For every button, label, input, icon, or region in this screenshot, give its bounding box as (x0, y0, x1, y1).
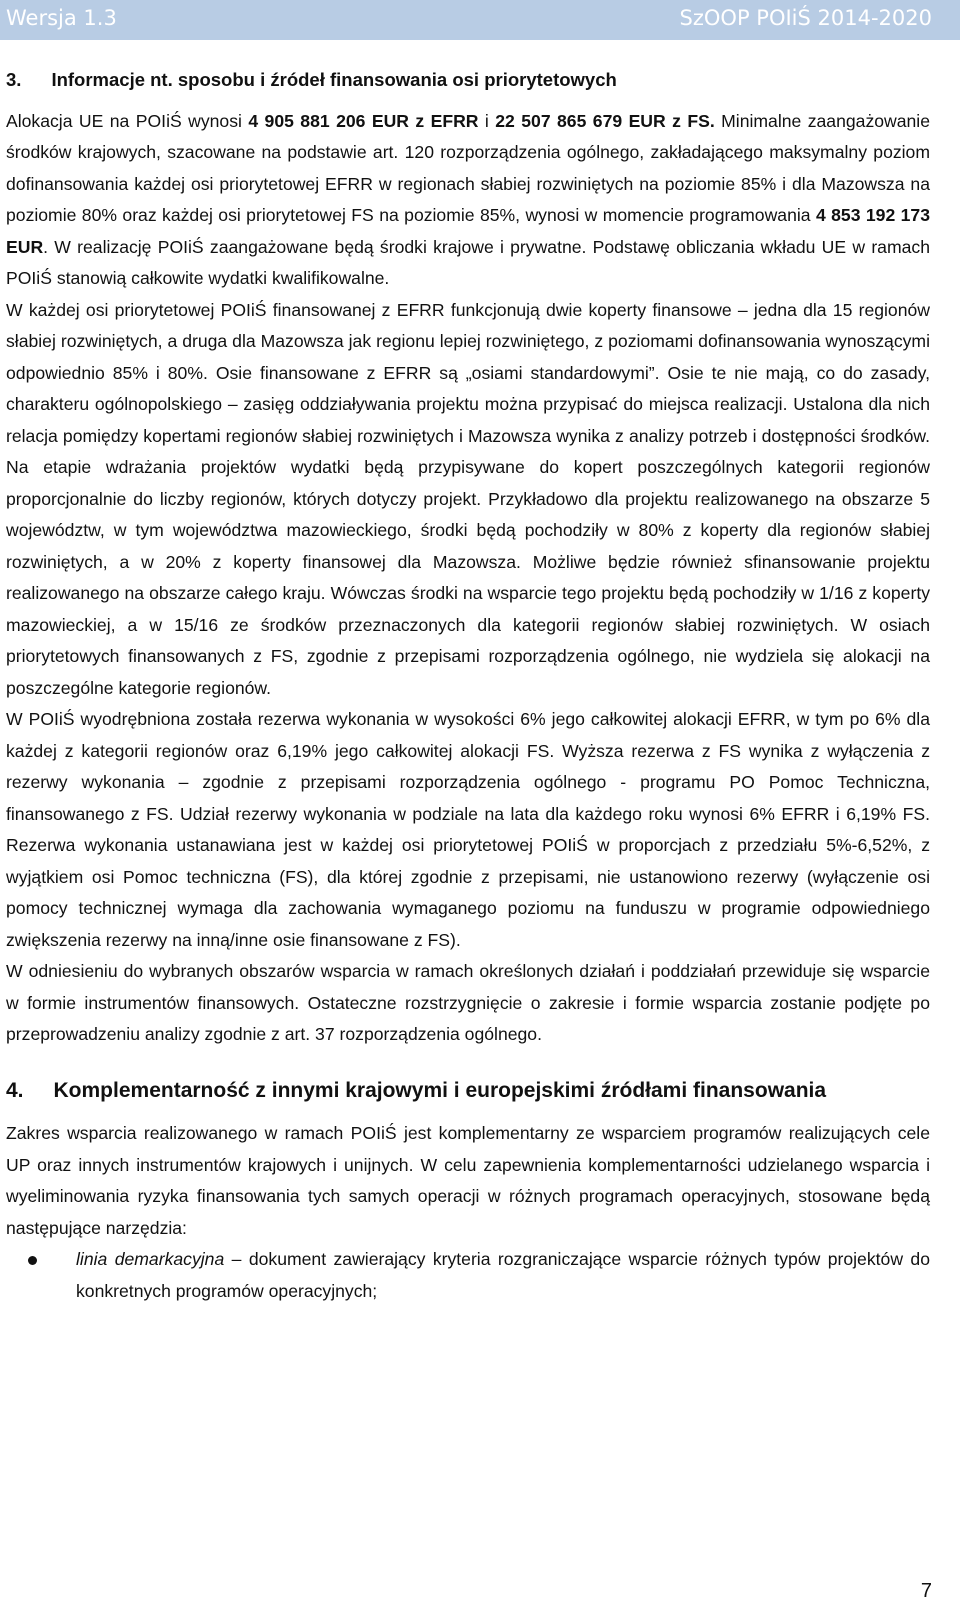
header-version: Wersja 1.3 (6, 6, 117, 30)
header-program: SzOOP POIiŚ 2014-2020 (679, 6, 932, 30)
text-run: Minimalne zaangażowanie środków krajowych, szacowane na podstawie art. 120 rozporządzenia ogólnego, zakładającego maksymalny poziom dofinansowania każdej osi priorytetowej EFRR w regionach słabiej rozwiniętych na poziomie 85% i dla Mazowsza na poziomie 80% oraz każdej osi priorytetowej FS na poziomie 85%, wynosi w momencie programowania (6, 110, 931, 225)
text-run: i (478, 110, 496, 131)
section-3-paragraph-4: W odniesieniu do wybranych obszarów wsparcia w ramach określonych działań i poddziałań przewiduje się wsparcie w formie instrumentów finansowych. Ostateczne rozstrzygnięcie o zakresie i formie wsparcia zostanie podjęte po przeprowadzeniu analizy zgodnie z art. 37 rozporządzenia ogólnego. (6, 961, 930, 1044)
bold-run: 22 507 865 679 EUR z FS. (495, 110, 715, 131)
bold-run: 4 853 192 173 EUR (6, 205, 930, 257)
tools-list (6, 1244, 930, 1307)
text-run: . W realizację POIiŚ zaangażowane będą środki krajowe i prywatne. Podstawę obliczania wkładu UE w ramach POIiŚ stanowią całkowite wydatki kwalifikowalne. (6, 236, 930, 288)
page-header (0, 0, 960, 40)
list-item-term: linia demarkacyjna (76, 1249, 225, 1269)
bold-run: 4 905 881 206 EUR z EFRR (248, 110, 479, 131)
section-3-number: 3. (6, 69, 22, 90)
page-number: 7 (920, 1580, 932, 1602)
list-item-text: – dokument zawierający kryteria rozgraniczające wsparcie różnych typów projektów do konkretnych programów operacyjnych; (76, 1249, 930, 1301)
bullet-icon (28, 1256, 37, 1265)
text-run: Alokacja UE na POIiŚ wynosi (6, 110, 249, 131)
section-3-paragraph-2: W każdej osi priorytetowej POIiŚ finansowanej z EFRR funkcjonują dwie koperty finansowe – jedna dla 15 regionów słabiej rozwiniętych, a druga dla Mazowsza jak regionu lepiej rozwiniętego, z poziomami dofinansowania wynoszącymi odpowiednio 85% i 80%. Osie finansowane z EFRR są „osiami standardowymi”. Osie te nie mają, co do zasady, charakteru ogólnopolskiego – zasięg oddziaływania projektu można przypisać do miejsca realizacji. Ustalona dla nich relacja pomiędzy kopertami regionów słabiej rozwiniętych i Mazowsza wynika z analizy potrzeb i dostępności środków. Na etapie wdrażania projektów wydatki będą przypisywane do kopert poszczególnych kategorii regionów proporcjonalnie do liczby regionów, których dotyczy projekt. Przykładowo dla projektu realizowanego na obszarze 5 województw, w tym województwa mazowieckiego, środki będą pochodziły w 80% z koperty dla regionów słabiej rozwiniętych, a w 20% z koperty finansowej dla Mazowsza. Możliwe będzie również sfinansowanie projektu realizowanego na obszarze całego kraju. Wówczas środki na wsparcie tego projektu będą pochodziły w 1/16 z koperty mazowieckiej, a w 15/16 ze środków przeznaczonych dla kategorii regionów słabiej rozwiniętych. W osiach priorytetowych finansowanych z FS, zgodnie z przepisami rozporządzenia ogólnego, nie wydziela się alokacji na poszczególne kategorie regionów. (6, 299, 930, 698)
document-body (6, 64, 930, 1307)
list-item (76, 1244, 930, 1307)
section-4-title (6, 1075, 930, 1107)
section-4-number: 4. (6, 1078, 24, 1102)
section-3-title (6, 64, 930, 96)
section-3-heading: Informacje nt. sposobu i źródeł finansowania osi priorytetowych (51, 69, 617, 90)
section-4-paragraph-1: Zakres wsparcia realizowanego w ramach POIiŚ jest komplementarny ze wsparciem programów realizujących cele UP oraz innych instrumentów krajowych i unijnych. W celu zapewnienia komplementarności udzielanego wsparcia i wyeliminowania ryzyka finansowania tych samych operacji w różnych programach operacyjnych, stosowane będą następujące narzędzia: (6, 1123, 930, 1238)
section-4-heading: Komplementarność z innymi krajowymi i europejskimi źródłami finansowania (53, 1078, 827, 1102)
section-3-paragraph-3: W POIiŚ wyodrębniona została rezerwa wykonania w wysokości 6% jego całkowitej alokacji EFRR, w tym po 6% dla każdej z kategorii regionów oraz 6,19% jego całkowitej alokacji FS. Wyższa rezerwa z FS wynika z wyłączenia z rezerwy wykonania – zgodnie z przepisami rozporządzenia ogólnego - programu PO Pomoc Techniczna, finansowanego z FS. Udział rezerwy wykonania w podziale na lata dla każdego roku wynosi 6% EFRR i 6,19% FS. Rezerwa wykonania ustanawiana jest w każdej osi priorytetowej POIiŚ w proporcjach z przedziału 5%-6,52%, z wyjątkiem osi Pomoc techniczna (FS), dla której zgodnie z przepisami, nie ustanowiono rezerwy (wyłączenie osi pomocy technicznej wymaga dla zachowania wymaganego poziomu na funduszu w programie odpowiedniego zwiększenia rezerwy na inną/inne osie finansowane z FS). (6, 709, 930, 950)
section-3-paragraph-1 (6, 106, 930, 295)
